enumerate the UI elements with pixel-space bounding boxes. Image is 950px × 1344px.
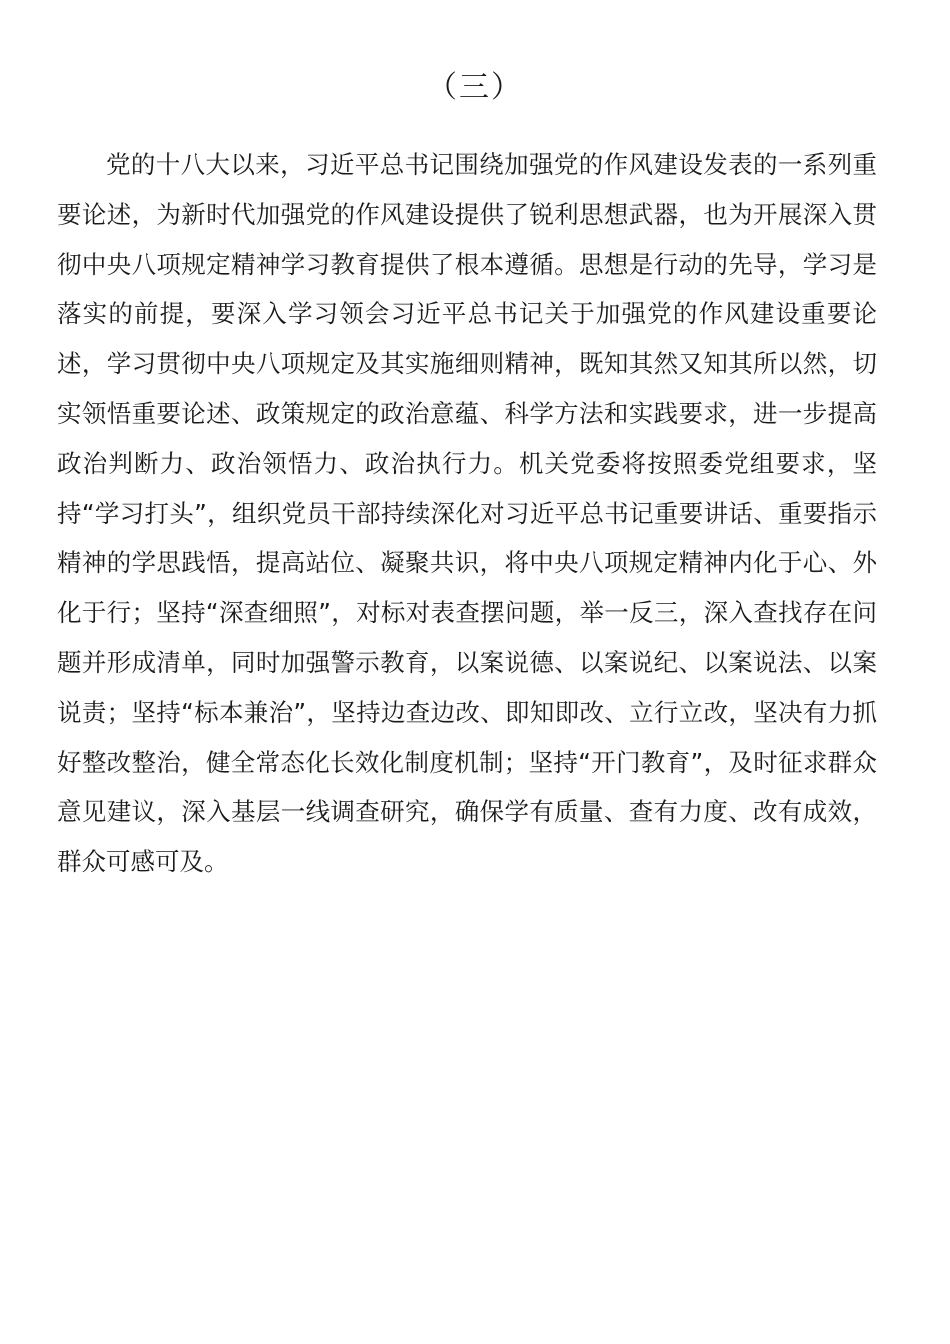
section-heading: （三） (427, 70, 523, 105)
body-paragraph: 党的十八大以来，习近平总书记围绕加强党的作风建设发表的一系列重要论述，为新时代加强党的作风建设提供了锐利思想武器，也为开展深入贯彻中央八项规定精神学习教育提供了根本遵循。思想是行动的先导，学习是落实的前提，要深入学习领会习近平总书记关于加强党的作风建设重要论述，学习贯彻中央八项规定及其实施细则精神，既知其然又知其所以然，切实领悟重要论述、政策规定的政治意蕴、科学方法和实践要求，进一步提高政治判断力、政治领悟力、政治执行力。机关党委将按照委党组要求，坚持“学习打头”，组织党员干部持续深化对习近平总书记重要讲话、重要指示精神的学思践悟，提高站位、凝聚共识，将中央八项规定精神内化于心、外化于行；坚持“深查细照”，对标对表查摆问题，举一反三，深入查找存在问题并形成清单，同时加强警示教育，以案说德、以案说纪、以案说法、以案说责；坚持“标本兼治”，坚持边查边改、即知即改、立行立改，坚决有力抓好整改整治，健全常态化长效化制度机制；坚持“开门教育”，及时征求群众意见建议，深入基层一线调查研究，确保学有质量、查有力度、改有成效，群众可感可及。 (57, 150, 877, 877)
